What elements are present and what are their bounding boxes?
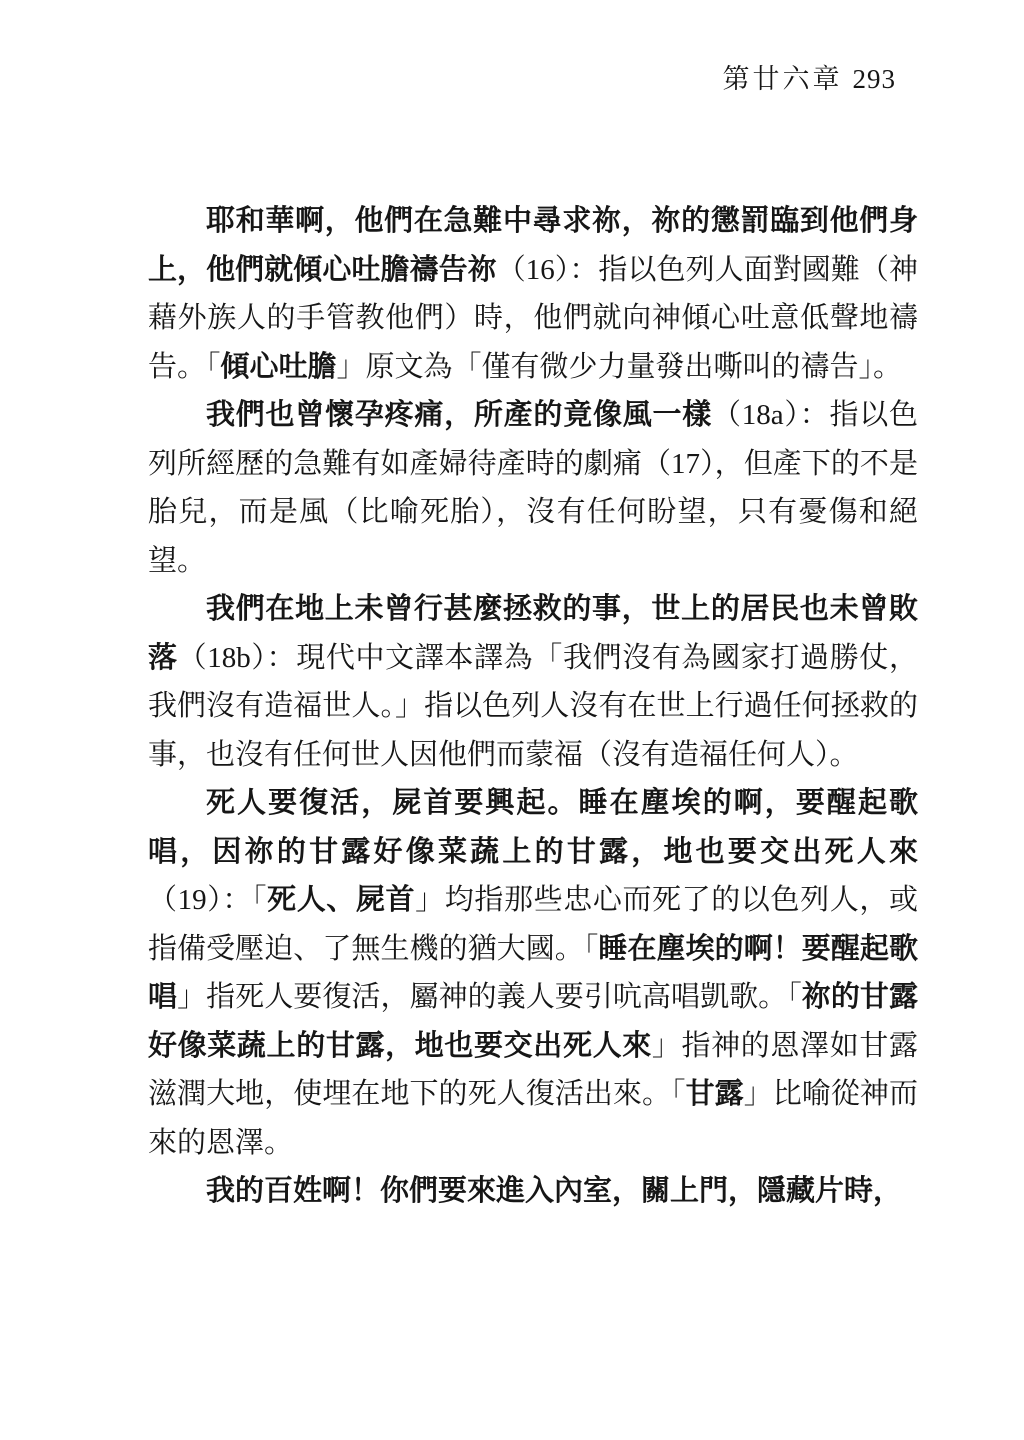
emphasis-text-segment: 睡在塵埃的啊！要醒起歌唱 bbox=[148, 932, 918, 1013]
body-text-segment: （18a）：指以色列所經歷的急難有如產婦待產時的劇痛（17），但產下的不是胎兒，而是風（比喻死胎），沒有任何盼望，只有憂傷和絕望。 bbox=[148, 399, 918, 577]
emphasis-text-segment: 祢的甘露好像菜蔬上的甘露，地也要交出死人來 bbox=[148, 981, 918, 1062]
emphasis-text-segment: 死人、屍首 bbox=[267, 884, 416, 916]
body-text-segment: （16）：指以色列人面對國難（神藉外族人的手管教他們）時，他們就向神傾心吐意低聲地禱告。「 bbox=[148, 253, 918, 383]
page-number: 293 bbox=[852, 64, 896, 94]
body-text bbox=[148, 197, 918, 1216]
body-text-segment: 」均指那些忠心而死了的以色列人，或指備受壓迫、了無生機的猶大國。「 bbox=[148, 884, 918, 965]
body-text-segment: 」指死人要復活，屬神的義人要引吭高唱凱歌。「 bbox=[177, 981, 802, 1013]
emphasis-text-segment: 傾心吐膽 bbox=[220, 350, 337, 383]
emphasis-text-segment: 我的百姓啊！你們要來進入內室，關上門，隱藏片時， bbox=[206, 1175, 903, 1207]
body-text-segment: 」比喻從神而來的恩澤。 bbox=[148, 1078, 918, 1159]
emphasis-text-segment: 甘露 bbox=[685, 1078, 744, 1110]
paragraph-1 bbox=[148, 197, 918, 391]
paragraph-4 bbox=[148, 779, 918, 1167]
body-text-segment: （18b）：現代中文譯本譯為「我們沒有為國家打過勝仗，我們沒有造福世人。」指以色列人沒有在世上行過任何拯救的事，也沒有任何世人因他們而蒙福（沒有造福任何人）。 bbox=[148, 641, 918, 771]
body-text-segment: 」指神的恩澤如甘露滋潤大地，使埋在地下的死人復活出來。「 bbox=[148, 1029, 918, 1110]
page-header bbox=[0, 62, 896, 96]
emphasis-text-segment: 我們也曾懷孕疼痛，所產的竟像風一樣 bbox=[206, 399, 713, 431]
emphasis-text-segment: 死人要復活，屍首要興起。睡在塵埃的啊，要醒起歌唱，因祢的甘露好像菜蔬上的甘露，地也要交出死人來 bbox=[148, 787, 918, 868]
paragraph-3 bbox=[148, 585, 918, 779]
paragraph-5 bbox=[148, 1167, 918, 1216]
chapter-title: 第廿六章 bbox=[722, 64, 843, 94]
body-text-segment: 」原文為「僅有微少力量發出嘶叫的禱告」。 bbox=[336, 350, 903, 383]
emphasis-text-segment: 耶和華啊，他們在急難中尋求祢，祢的懲罰臨到他們身上，他們就傾心吐膽禱告祢 bbox=[148, 205, 918, 286]
body-text-segment: （19）：「 bbox=[148, 884, 268, 916]
paragraph-2 bbox=[148, 391, 918, 585]
emphasis-text-segment: 我們在地上未曾行甚麼拯救的事，世上的居民也未曾敗落 bbox=[148, 593, 918, 674]
